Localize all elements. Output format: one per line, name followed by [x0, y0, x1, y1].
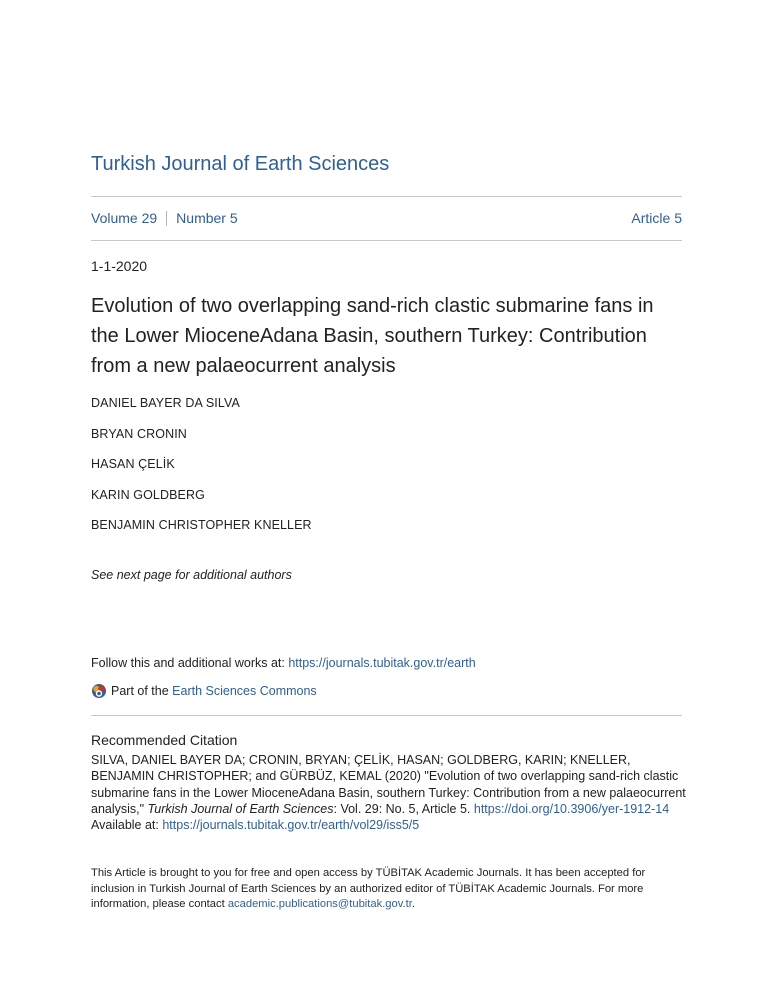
available-link[interactable]: https://journals.tubitak.gov.tr/earth/vol29/iss5/5	[162, 818, 420, 833]
footer-end: .	[411, 898, 415, 910]
available-label: Available at:	[91, 818, 163, 833]
issue-separator	[166, 211, 167, 226]
article-title: Evolution of two overlapping sand-rich clastic submarine fans in the Lower MioceneAdana Basin, southern Turkey: Contribution from a new palaeocurrent analysis	[91, 295, 654, 377]
journal-title[interactable]: Turkish Journal of Earth Sciences	[91, 153, 390, 175]
author-5: BENJAMIN CHRISTOPHER KNELLER	[91, 518, 312, 532]
number-link[interactable]: Number 5	[176, 210, 238, 226]
footer-text: This Article is brought to you for free and open access by TÜBİTAK Academic Journals. It has been accepted for inclusion in Turkish Journal of Earth Sciences by an authorized editor of TÜBİTAK Academic Journals. For more information, please contact	[91, 867, 646, 910]
author-2: BRYAN CRONIN	[91, 427, 187, 441]
commons-logo-icon	[91, 683, 107, 699]
author-3: HASAN ÇELİK	[91, 457, 175, 471]
recommended-citation-heading: Recommended Citation	[91, 732, 238, 748]
citation-text	[91, 752, 686, 833]
additional-authors-note: See next page for additional authors	[91, 568, 292, 582]
issue-row	[91, 210, 682, 226]
contact-email-link[interactable]: academic.publications@tubitak.gov.tr	[227, 898, 412, 910]
citation-journal: Turkish Journal of Earth Sciences	[147, 801, 334, 816]
citation-body: SILVA, DANIEL BAYER DA; CRONIN, BRYAN; ÇELİK, HASAN; GOLDBERG, KARIN; KNELLER, BENJAMIN CHRISTOPHER; and GÜRBÜZ, KEMAL (2020) "Evolution of two overlapping sand-rich clastic submarine fans in the Lower MioceneAdana Basin, southern Turkey: Contribution from a new palaeocurrent analysis,"	[91, 753, 686, 816]
volume-link[interactable]: Volume 29	[91, 210, 158, 226]
follow-label: Follow this and additional works at:	[91, 656, 289, 670]
citation-volume: : Vol. 29: No. 5, Article 5.	[333, 801, 474, 816]
footer-note	[91, 866, 686, 913]
follow-line	[91, 656, 476, 670]
author-1: DANIEL BAYER DA SILVA	[91, 396, 240, 410]
divider-citation	[91, 715, 682, 716]
divider-issue	[91, 240, 682, 241]
part-of-line	[91, 683, 317, 699]
earth-sciences-commons-link[interactable]: Earth Sciences Commons	[172, 684, 317, 698]
divider-top	[91, 196, 682, 197]
publication-date: 1-1-2020	[91, 258, 148, 274]
article-link[interactable]: Article 5	[631, 210, 682, 226]
part-of-label: Part of the	[111, 684, 169, 698]
follow-link[interactable]: https://journals.tubitak.gov.tr/earth	[288, 656, 476, 670]
author-4: KARIN GOLDBERG	[91, 488, 205, 502]
doi-link[interactable]: https://doi.org/10.3906/yer-1912-14	[473, 801, 670, 816]
